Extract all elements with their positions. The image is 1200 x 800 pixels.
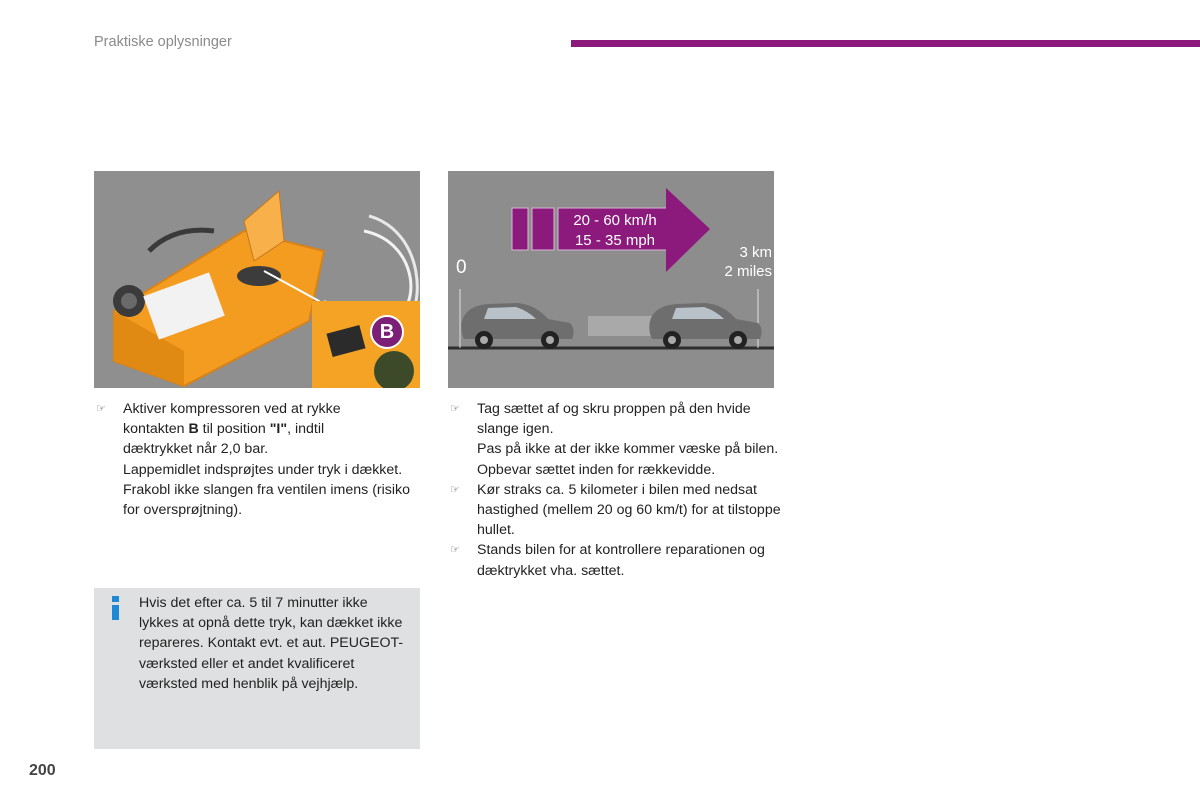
instruction-text: Stands bilen for at kontrollere reparationen og dæktrykket vha. sættet. xyxy=(477,542,765,579)
info-note-box xyxy=(94,588,420,749)
pointing-hand-icon: ☞ xyxy=(96,403,106,415)
instruction-text: Tag sættet af og skru proppen på den hvide slange igen. xyxy=(477,401,751,438)
left-instructions xyxy=(94,399,414,520)
pointing-hand-icon: ☞ xyxy=(450,483,460,496)
speed-mph-label: 15 - 35 mph xyxy=(574,232,656,249)
list-item xyxy=(448,540,783,580)
instruction-text: dæktrykket når 2,0 bar. xyxy=(123,441,269,458)
switch-b-badge: B xyxy=(370,315,404,349)
info-note-text: Hvis det efter ca. 5 til 7 minutter ikke lykkes at opnå dette tryk, kan dækket ikke repareres. Kontakt evt. et aut. PEUGEOT-værksted eller et andet kvalificeret værksted med henblik på vejhjælp. xyxy=(139,595,404,692)
list-item xyxy=(448,399,783,480)
start-marker-label: 0 xyxy=(456,257,467,278)
instruction-paragraph: Pas på ikke at der ikke kommer væske på bilen. Opbevar sættet inden for rækkevidde. xyxy=(477,441,779,478)
list-item xyxy=(94,399,414,520)
section-title: Praktiske oplysninger xyxy=(94,34,232,50)
distance-km-label: 3 km xyxy=(739,244,772,261)
instruction-text: Kør straks ca. 5 kilometer i bilen med nedsat hastighed (mellem 20 og 60 km/t) for at tilstoppe hullet. xyxy=(477,481,781,539)
distance-miles-label: 2 miles xyxy=(724,263,772,280)
header-accent-bar xyxy=(571,40,1200,47)
instruction-text: kontakten B til position "I", indtil xyxy=(123,421,325,438)
speed-kmh-label: 20 - 60 km/h xyxy=(573,212,657,229)
right-instructions xyxy=(448,399,783,581)
pointing-hand-icon: ☞ xyxy=(450,544,460,557)
compressor-illustration xyxy=(94,171,420,388)
driving-illustration xyxy=(448,171,774,388)
list-item xyxy=(448,480,783,541)
pointing-hand-icon: ☞ xyxy=(450,403,460,415)
instruction-text: Aktiver kompressoren ved at rykke xyxy=(123,401,341,417)
info-icon xyxy=(109,596,121,620)
page-number: 200 xyxy=(29,762,56,779)
instruction-paragraph: Lappemidlet indsprøjtes under tryk i dækket. Frakobl ikke slangen fra ventilen imens (risiko for oversprøjtning). xyxy=(123,461,411,519)
